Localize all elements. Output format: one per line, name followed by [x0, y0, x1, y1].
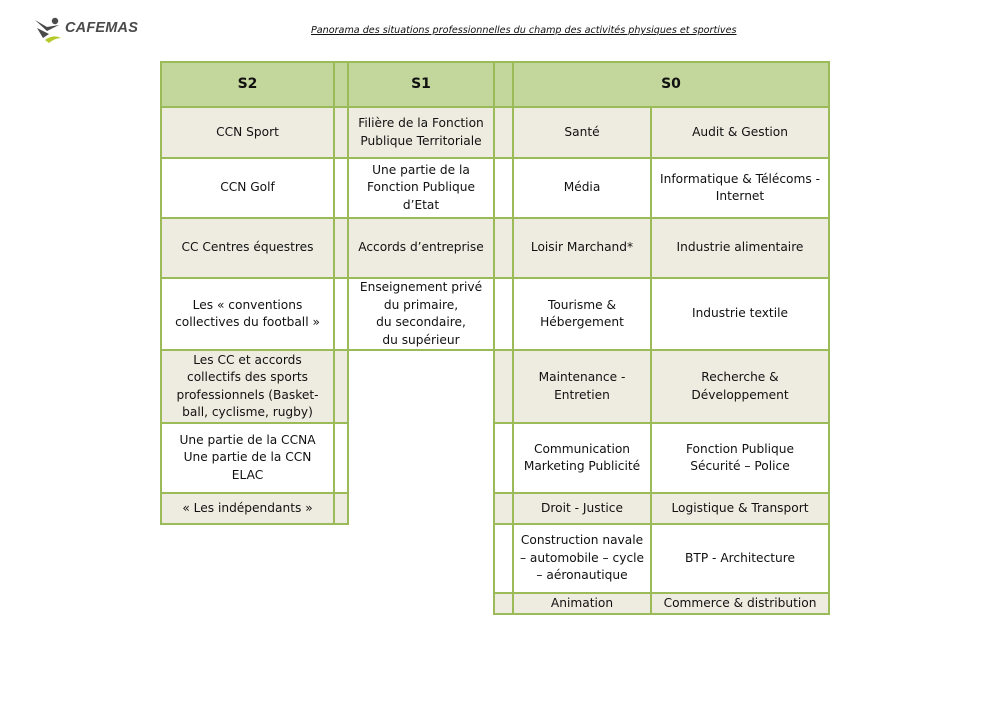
cafemas-logo: [33, 16, 143, 46]
s0-right-cell-text: Recherche & Développement: [691, 370, 789, 402]
s2-cell: [160, 422, 335, 494]
s0-right-cell: [650, 492, 830, 525]
s0-right-cell: [650, 217, 830, 279]
s0-left-cell: [512, 217, 652, 279]
s0-left-cell: [512, 523, 652, 594]
s1-cell: [347, 277, 495, 351]
s0-right-cell-text: Industrie textile: [691, 306, 788, 321]
s2-cell: [160, 157, 335, 219]
s0-right-cell: [650, 349, 830, 424]
header-gap-2: [493, 61, 514, 108]
gap-cell: [333, 422, 349, 494]
gap-cell: [333, 492, 349, 525]
gap-cell: [493, 106, 514, 159]
s2-cell-text: Les « conventions collectives du football »: [175, 297, 320, 329]
s2-cell-text: CCN Sport: [216, 124, 279, 139]
s0-right-cell-text: Logistique & Transport: [671, 500, 809, 515]
s1-cell-text: Enseignement privé du primaire, du secondaire, du supérieur: [359, 280, 483, 347]
s2-cell-text: CCN Golf: [220, 180, 275, 195]
s0-left-cell: [512, 422, 652, 494]
s0-right-cell: [650, 277, 830, 351]
s1-cell: [347, 217, 495, 279]
s0-left-cell: [512, 277, 652, 351]
s0-left-cell-text: Loisir Marchand*: [530, 240, 634, 255]
gap-cell: [493, 277, 514, 351]
s1-cell-text: Une partie de la Fonction Publique d’Etat: [366, 162, 475, 212]
s2-cell: [160, 106, 335, 159]
logo-figure-icon: [33, 16, 67, 46]
s2-cell: [160, 349, 335, 424]
s0-left-cell-text: Animation: [550, 595, 614, 610]
s0-left-cell: [512, 157, 652, 219]
s0-left-cell: [512, 592, 652, 615]
s0-right-cell: [650, 422, 830, 494]
s2-cell-text: CC Centres équestres: [181, 240, 314, 255]
gap-cell: [493, 349, 514, 424]
s0-right-cell: [650, 106, 830, 159]
s0-right-cell: [650, 592, 830, 615]
logo-text: CAFEMAS: [65, 20, 139, 36]
s0-left-cell-text: Construction navale – automobile – cycle – aéronautique: [519, 533, 645, 583]
header-s2-text: S2: [237, 75, 258, 92]
header-s2: [160, 61, 335, 108]
s0-right-cell-text: Informatique & Télécoms - Internet: [660, 171, 820, 203]
s0-left-cell-text: Média: [563, 180, 601, 195]
gap-cell: [493, 422, 514, 494]
s0-right-cell: [650, 157, 830, 219]
s1-cell: [347, 157, 495, 219]
s2-cell-text: Une partie de la CCNA Une partie de la CCN ELAC: [179, 432, 316, 482]
s0-left-cell-text: Tourisme & Hébergement: [540, 297, 624, 329]
gap-cell: [493, 217, 514, 279]
s0-left-cell-text: Droit - Justice: [541, 500, 623, 515]
s2-cell-text: Les CC et accords collectifs des sports professionnels (Basket-ball, cyclisme, rugby): [176, 352, 319, 419]
s1-cell-text: Filière de la Fonction Publique Territoriale: [358, 116, 484, 148]
s1-cell-text: Accords d’entreprise: [358, 240, 484, 255]
s0-right-cell-text: Fonction Publique Sécurité – Police: [685, 441, 794, 473]
s0-left-cell-text: Communication Marketing Publicité: [523, 441, 641, 473]
s0-left-cell: [512, 106, 652, 159]
gap-cell: [493, 157, 514, 219]
s0-left-cell: [512, 349, 652, 424]
s2-cell: [160, 217, 335, 279]
s0-left-cell-text: Santé: [564, 124, 600, 139]
s0-right-cell: [650, 523, 830, 594]
s0-left-cell-text: Maintenance - Entretien: [538, 370, 626, 402]
s2-cell: [160, 277, 335, 351]
header-s1-text: S1: [411, 75, 431, 92]
s0-right-cell-text: Commerce & distribution: [663, 595, 817, 610]
s1-cell: [347, 106, 495, 159]
s2-cell: [160, 492, 335, 525]
s0-right-cell-text: Audit & Gestion: [692, 124, 788, 139]
s0-right-cell-text: BTP - Architecture: [685, 550, 795, 565]
gap-cell: [493, 592, 514, 615]
header-s0-text: S0: [661, 75, 681, 92]
s2-cell-text: « Les indépendants »: [182, 500, 313, 515]
gap-cell: [493, 523, 514, 594]
header-s1: [347, 61, 495, 108]
s0-right-cell-text: Industrie alimentaire: [676, 240, 804, 255]
document-title: Panorama des situations professionnelles du champ des activités physiques et sportives: [311, 25, 737, 36]
gap-cell: [333, 349, 349, 424]
gap-cell: [493, 492, 514, 525]
header-s0: [512, 61, 830, 108]
s0-left-cell: [512, 492, 652, 525]
